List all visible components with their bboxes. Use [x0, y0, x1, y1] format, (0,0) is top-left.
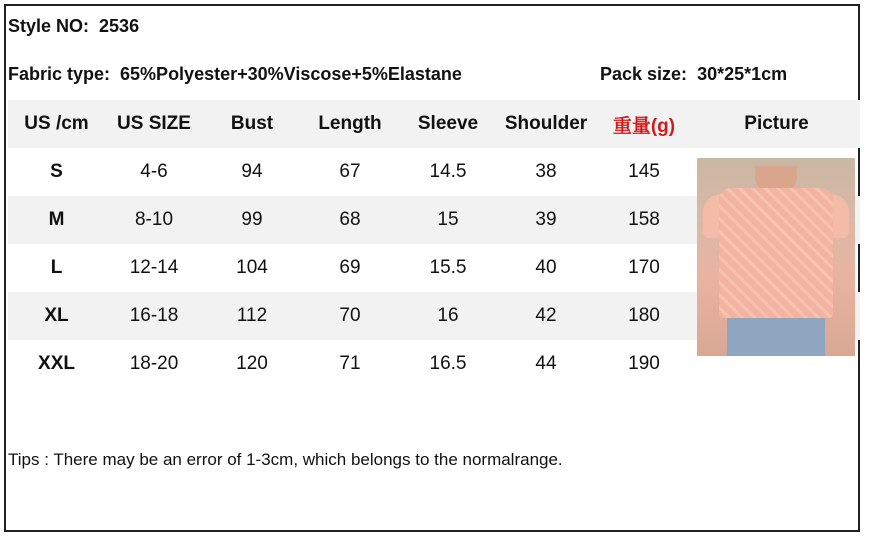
tips-note: Tips : There may be an error of 1-3cm, which belongs to the normalrange. — [8, 450, 563, 469]
us-size-cell: 16-18 — [129, 305, 179, 326]
product-photo — [697, 158, 855, 356]
shoulder-cell: 40 — [535, 257, 557, 278]
blouse-shape — [719, 188, 833, 318]
table-header-row — [8, 100, 860, 148]
weight-cell: 145 — [628, 161, 660, 182]
size-cell: M — [48, 209, 65, 230]
fabric-value: 65%Polyester+30%Viscose+5%Elastane — [120, 64, 462, 84]
shoulder-cell: 42 — [535, 305, 557, 326]
sleeve-cell: 15 — [437, 209, 459, 230]
shoulder-cell: 39 — [535, 209, 557, 230]
header-us-cm: US /cm — [24, 113, 89, 134]
size-cell: L — [50, 257, 63, 278]
style-label: Style NO: — [8, 16, 90, 36]
sleeve-cell: 15.5 — [429, 257, 467, 278]
bust-cell: 94 — [241, 161, 263, 182]
header-picture: Picture — [744, 113, 809, 134]
us-size-cell: 12-14 — [129, 257, 179, 278]
denim-shorts — [727, 318, 825, 356]
size-cell: XL — [44, 305, 69, 326]
us-size-cell: 18-20 — [129, 353, 179, 374]
header-sleeve: Sleeve — [417, 113, 479, 134]
us-size-cell: 8-10 — [134, 209, 174, 230]
length-cell: 67 — [339, 161, 361, 182]
fabric-type-line — [8, 64, 462, 85]
fabric-label: Fabric type: — [8, 64, 111, 84]
header-us-size: US SIZE — [117, 113, 191, 134]
size-cell: XXL — [38, 353, 75, 374]
bust-cell: 99 — [241, 209, 263, 230]
size-cell: S — [50, 161, 63, 182]
pack-label: Pack size: — [600, 64, 688, 84]
header-length: Length — [318, 113, 382, 134]
length-cell: 70 — [339, 305, 361, 326]
us-size-cell: 4-6 — [140, 161, 168, 182]
sleeve-cell: 16 — [437, 305, 459, 326]
weight-cell: 158 — [628, 209, 660, 230]
bust-cell: 104 — [236, 257, 268, 278]
weight-cell: 190 — [628, 353, 660, 374]
weight-cell: 170 — [628, 257, 660, 278]
length-cell: 69 — [339, 257, 361, 278]
header-bust: Bust — [230, 113, 274, 134]
shoulder-cell: 38 — [535, 161, 557, 182]
bust-cell: 112 — [236, 305, 268, 326]
style-value: 2536 — [99, 16, 140, 36]
header-shoulder: Shoulder — [504, 113, 588, 134]
shoulder-cell: 44 — [535, 353, 557, 374]
pack-value: 30*25*1cm — [697, 64, 788, 84]
sleeve-cell: 16.5 — [429, 353, 467, 374]
pack-size-line — [600, 64, 787, 85]
header-weight: 重量(g) — [612, 115, 676, 137]
weight-cell: 180 — [628, 305, 660, 326]
length-cell: 68 — [339, 209, 361, 230]
bust-cell: 120 — [236, 353, 268, 374]
sleeve-cell: 14.5 — [429, 161, 467, 182]
style-number-line — [8, 16, 139, 37]
length-cell: 71 — [339, 353, 361, 374]
